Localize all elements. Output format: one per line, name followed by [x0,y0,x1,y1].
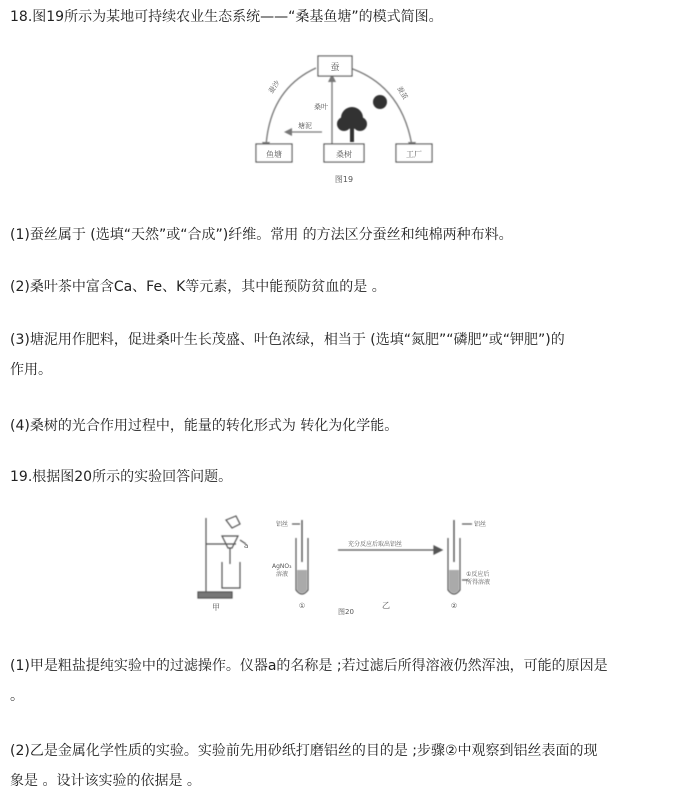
question-19-item-2-cont: 象是 。设计该实验的依据是 。 [10,773,201,789]
left-tube-step: ① [298,602,306,610]
right-tube-solution-1: ①反应后 [466,571,490,578]
figure-20 [196,514,496,618]
figure-20-caption: 图20 [338,608,354,616]
question-19-item-1: (1)甲是粗盐提纯实验中的过滤操作。仪器a的名称是 ;若过滤后所得溶液仍然浑浊，可能的原因是 [10,658,608,674]
apparatus-mark-a: a [244,542,249,550]
figure-20-label-jia: 甲 [212,603,220,612]
question-18-item-3: (3)塘泥用作肥料，促进桑叶生长茂盛、叶色浓绿，相当于 (选填“氮肥”“磷肥”或“钾肥”)的 [10,332,565,348]
arrow-label-left: 蚕沙 [267,79,282,96]
left-tube-solution-1: AgNO₃ [272,563,292,570]
arrow-text: 充分反应后取出铝丝 [348,541,403,548]
question-19-item-1-cont: 。 [10,688,24,704]
right-tube-solution-2: 所得溶液 [466,579,491,586]
node-silkworm: 蚕 [330,63,340,73]
question-18-item-2: (2)桑叶茶中富含Ca、Fe、K等元素，其中能预防贫血的是 。 [10,279,386,295]
node-fishpond: 鱼塘 [266,150,282,159]
question-19-title: 19.根据图20所示的实验回答问题。 [10,469,233,485]
question-18-item-3-cont: 作用。 [10,362,52,378]
right-tube-step: ② [450,602,458,610]
question-18-title: 18.图19所示为某地可持续农业生态系统——“桑基鱼塘”的模式简图。 [10,9,443,25]
arrow-label-bottom: 塘泥 [298,122,312,130]
question-18-item-1: (1)蚕丝属于 (选填“天然”或“合成”)纤维。常用 的方法区分蚕丝和纯棉两种布料。 [10,227,513,243]
node-mulberry: 桑树 [336,150,352,159]
question-18-item-4: (4)桑树的光合作用过程中，能量的转化形式为 转化为化学能。 [10,418,399,434]
figure-20-label-yi: 乙 [382,601,390,610]
left-tube-solution-2: 溶液 [276,571,289,578]
arrow-label-right: 蚕茧 [395,85,410,102]
figure-19-caption: 图19 [334,175,354,184]
right-tube-wire-label: 铝丝 [474,521,487,528]
question-19-item-2: (2)乙是金属化学性质的实验。实验前先用砂纸打磨铝丝的目的是 ;步骤②中观察到铝丝表面的现 [10,743,598,759]
arrow-label-center: 桑叶 [314,103,328,111]
node-factory: 工厂 [406,150,422,159]
figure-19 [252,54,442,188]
left-tube-wire-label: 铝丝 [276,521,289,528]
